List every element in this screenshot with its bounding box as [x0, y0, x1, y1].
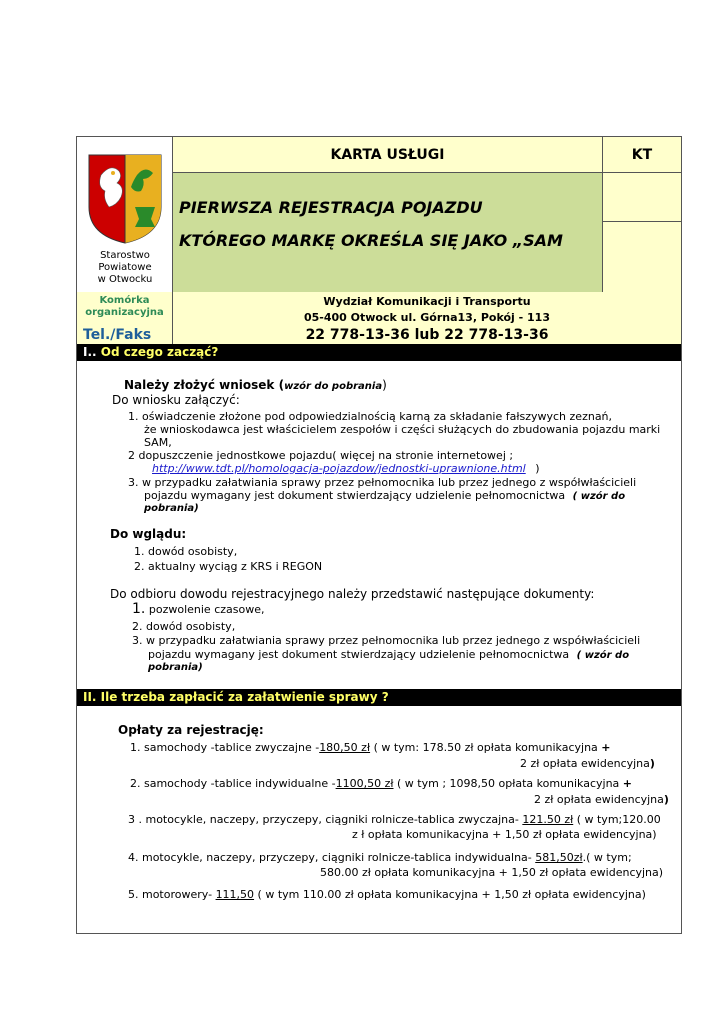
attachments-label: Do wniosku załączyć:: [112, 393, 240, 407]
list-item: 3. w przypadku załatwiania sprawy przez pełnomocnika lub przez jednego z współwłaścicieli: [128, 476, 637, 489]
fee-row: 4. motocykle, naczepy, przyczepy, ciągniki rolnicze-tablica indywidualna- 581,50zł.( w tym;: [128, 851, 632, 864]
list-item: 2. dowód osobisty,: [132, 620, 236, 633]
list-item: 2 dopuszczenie jednostkowe pojazdu( więcej na stronie internetowej ;: [128, 449, 514, 462]
section-1-header: I.. Od czego zacząć?: [77, 344, 681, 361]
crest-cell: [77, 137, 173, 292]
pickup-intro: Do odbioru dowodu rejestracyjnego należy przedstawić następujące dokumenty:: [110, 587, 595, 601]
list-item: pojazdu wymagany jest dokument stwierdzający udzielenie pełnomocnictwa ( wzór do: [144, 489, 626, 502]
fee-row-cont: 2 zł opłata ewidencyjna): [534, 793, 669, 806]
unit-label: Komórka organizacyjna: [77, 292, 173, 327]
service-title: PIERWSZA REJESTRACJA POJAZDU KTÓREGO MARKĘ OKREŚLA SIĘ JAKO „SAM: [173, 173, 603, 292]
coat-of-arms-logo: [77, 137, 173, 247]
crest-caption: Starostwo Powiatowe w Otwocku: [97, 250, 153, 285]
list-item: pojazdu wymagany jest dokument stwierdzający udzielenie pełnomocnictwa ( wzór do: [148, 648, 630, 661]
phone-label: Tel./Faks: [77, 327, 173, 344]
code-cell-empty-1: [603, 173, 681, 222]
list-item: 2. aktualny wyciąg z KRS i REGON: [134, 560, 323, 573]
list-item: 1. oświadczenie złożone pod odpowiedzialnością karną za składanie fałszywych zeznań,: [128, 410, 613, 423]
code-cell-empty-2: [603, 222, 681, 292]
list-item: SAM,: [144, 436, 172, 449]
application-intro: Należy złożyć wniosek (wzór do pobrania): [124, 378, 387, 392]
unit-info: [173, 292, 681, 327]
card-title: KARTA USŁUGI: [173, 137, 603, 173]
unit-name: Wydział Komunikacji i Transportu: [323, 295, 531, 308]
power-of-attorney-template-link[interactable]: ( wzór do: [572, 491, 626, 502]
list-item: że wnioskodawca jest właścicielem zespołów i części służących do zbudowania pojazdu marki: [144, 423, 661, 436]
card-code: KT: [603, 137, 681, 173]
section-2-header: II. Ile trzeba zapłacić za załatwienie sprawy ?: [77, 689, 681, 706]
fee-row: 2. samochody -tablice indywidualne -1100,50 zł ( w tym ; 1098,50 opłata komunikacyjna +: [130, 777, 633, 790]
fee-row: 5. motorowery- 111,50 ( w tym 110.00 zł opłata komunikacyjna + 1,50 zł opłata ewidencyjna): [128, 888, 646, 901]
homologation-link-row: http://www.tdt.pl/homologacja-pojazdow/jednostki-uprawnione.html ): [152, 462, 540, 475]
fees-label: Opłaty za rejestrację:: [118, 723, 264, 737]
fee-row: 1. samochody -tablice zwyczajne -180,50 zł ( w tym: 178.50 zł opłata komunikacyjna +: [130, 741, 611, 754]
fee-row-cont: 580.00 zł opłata komunikacyjna + 1,50 zł opłata ewidencyjna): [320, 866, 664, 879]
list-item: 3. w przypadku załatwiania sprawy przez pełnomocnika lub przez jednego z współwłaścicieli: [132, 634, 641, 647]
fee-row-cont: z ł opłata komunikacyjna + 1,50 zł opłata ewidencyjna): [352, 828, 657, 841]
inspection-label: Do wglądu:: [110, 527, 187, 541]
unit-address: 05-400 Otwock ul. Górna13, Pokój - 113: [303, 311, 550, 324]
list-item: 1. dowód osobisty,: [134, 545, 238, 558]
list-item: 1. pozwolenie czasowe,: [132, 601, 265, 617]
homologation-link[interactable]: http://www.tdt.pl/homologacja-pojazdow/jednostki-uprawnione.html: [152, 462, 526, 475]
power-of-attorney-template-link[interactable]: pobrania): [148, 662, 203, 673]
power-of-attorney-template-link[interactable]: ( wzór do: [576, 650, 630, 661]
power-of-attorney-template-link[interactable]: pobrania): [144, 503, 199, 514]
fee-row-cont: 2 zł opłata ewidencyjna): [520, 757, 655, 770]
phone-number: 22 778-13-36 lub 22 778-13-36: [173, 327, 681, 344]
fee-row: 3 . motocykle, naczepy, przyczepy, ciągniki rolnicze-tablica zwyczajna- 121.50 zł ( w tym;120.00: [128, 813, 661, 826]
